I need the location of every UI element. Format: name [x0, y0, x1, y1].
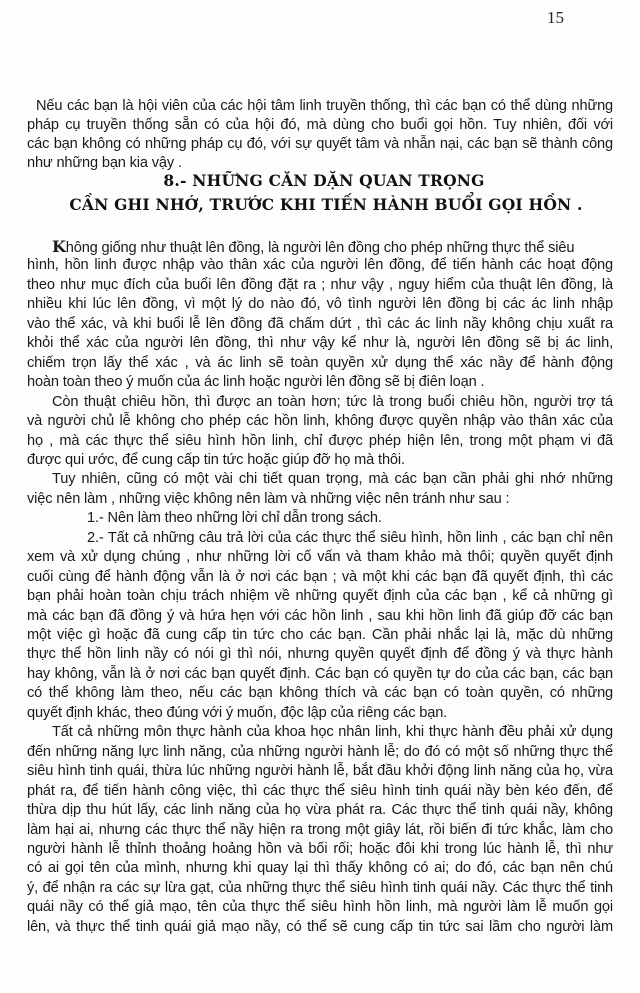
text-line: pháp cụ truyền thống sẵn có của hội đó, mà dùng cho buổi gọi hồn. Tuy nhiên, đối với	[27, 117, 613, 133]
text-line: Tuy nhiên, cũng có một vài chi tiết quan trọng, mà các bạn cần phải ghi nhớ những	[52, 471, 613, 488]
text-line: nhiều khi lúc lên đồng, vì một lý do nào đó, vô tình người lên đồng bị các ác linh nhập	[27, 296, 613, 313]
text-line: lên, và thực thể tinh quái giả mạo nầy, có thể sẽ cung cấp tin tức sai lầm cho người làm	[27, 918, 613, 935]
text-line	[52, 237, 613, 258]
text-line: quái nầy có thể giả mạo, tên của thực thể siêu hình hồn linh, mà người làm lễ muốn gọi	[27, 899, 613, 916]
text-line: được qui ước, để cung cấp tin tức hoặc giúp đỡ họ mà thôi.	[27, 451, 405, 468]
text-line: Nếu các bạn là hội viên của các hội tâm linh truyền thống, thì các bạn có thể dùng những	[36, 98, 613, 114]
text-line: họ , mà các thực thể siêu hình hồn linh, chỉ được phép hiện lên, trong một phạm vi đã	[27, 432, 613, 449]
text-line: ý, để nhận ra các sự lừa gạt, của những thực thể siêu hình tinh quái nầy. Các thực thể tinh	[27, 879, 613, 896]
section-heading-line-2: CẦN GHI NHỚ, TRƯỚC KHI TIẾN HÀNH BUỔI GỌI HỒN .	[69, 195, 583, 214]
initial-letter: K	[52, 237, 66, 256]
text-line: và người chủ lễ không cho phép các hồn linh, không được quyền nhập vào thân xác của	[27, 413, 613, 430]
text-line: Còn thuật chiêu hồn, thì được an toàn hơn; tức là trong buổi chiêu hồn, người trợ tá	[52, 393, 613, 410]
text-line: Tất cả những môn thực hành của khoa học nhân linh, khi thực hành đều phải xử dụng	[52, 724, 613, 741]
page-number: 15	[547, 8, 564, 27]
text-line: thừa dịp thu hút lấy, các linh năng của họ vừa phát ra. Các thực thể tinh quái nầy, không	[27, 802, 613, 819]
text-line: mà các bạn đã đồng ý và hứa hẹn với các hồn linh , sau khi hồn linh đã giúp đỡ các bạn	[27, 607, 613, 624]
text-line: siêu hình tinh quái, thừa lúc những người hành lễ, bắt đầu khởi động linh năng của họ, vừa	[27, 763, 613, 780]
section-heading-line-1: 8.- NHỮNG CĂN DẶN QUAN TRỌNG	[163, 171, 485, 190]
text-line: theo như mục đích của buổi lên đồng đặt ra ; như vậy , nguy hiểm của thuật lên đồng, là	[27, 276, 613, 293]
text-line: vào thể xác, và khi buổi lễ lên đồng đã chấm dứt , thì các ác linh nầy không chịu xuất ra	[27, 315, 613, 332]
text-line: một việc gì hoặc đã cung cấp tin tức cho các bạn. Cần phải nhắc lại là, mặc dù những	[27, 627, 613, 643]
text-line: quyết định khác, theo đúng với ý muốn, độc lập của riêng các bạn.	[27, 704, 448, 721]
text-line: hoàn toàn theo ý muốn của ác linh hoặc người lên đồng sẽ bị điên loạn .	[27, 374, 485, 391]
text-line: 2.- Tất cả những câu trả lời của các thực thể siêu hình, hồn linh , các bạn chỉ nên	[87, 529, 613, 546]
text-line: khỏi thể xác của người lên đồng, thì như vậy kể như là, người lên đồng sẽ bị ác linh,	[27, 335, 613, 352]
text-line-content: hông giống như thuật lên đồng, là người lên đồng cho phép những thực thể siêu	[65, 240, 575, 256]
text-line: có ai gọi tên của mình, nhưng khi quay lại thì thấy không có ai; do đó, các bạn nên chú	[27, 860, 613, 877]
text-line: người hành lễ thỉnh thoảng hoảng hồn và bối rối; hoặc đôi khi trong lúc hành lễ, thì như	[27, 840, 613, 857]
text-line: đến những năng lực linh năng, của những người hành lễ; do đó có một số những thực thể	[27, 743, 613, 760]
text-line: xem và xử dụng chúng , như những lời cố vấn và tham khảo mà thôi; quyền quyết định	[27, 549, 613, 566]
text-line: các bạn không có những pháp cụ đó, với sự quyết tâm và nhẫn nại, các bạn sẽ thành công	[27, 136, 613, 152]
text-line: hình, hồn linh được nhập vào thân xác của người lên đồng, để tiến hành các hoạt động	[27, 257, 613, 274]
text-line: như những bạn kia vậy .	[27, 155, 182, 171]
text-line: việc nên làm , những việc không nên làm và những việc nên tránh như sau :	[27, 490, 510, 507]
text-line: 1.- Nên làm theo những lời chỉ dẫn trong sách.	[87, 510, 382, 527]
text-line: làm hại ai, nhưng các thực thể nầy hiện ra trong một giây lát, rồi biến đi tức khắc, làm cho	[27, 821, 613, 838]
text-line: phát ra, để tiến hành công việc, thì các thực thể siêu hình tinh quái nầy bèn kéo đến, để	[27, 782, 613, 799]
text-line: thực thể hồn linh nầy có nói gì thì nói, nhưng quyền quyết định để đồng ý và thực hành	[27, 646, 613, 663]
text-line: hay không, vẫn là ở nơi các bạn quyết định. Các bạn có quyền tự do của các bạn, các bạn	[27, 665, 613, 682]
text-line: cuối cùng để hành động vẫn là ở nơi các bạn ; và một khi các bạn đã quyết định, thì các	[27, 568, 613, 585]
text-line: chiếm trọn lấy thể xác , và ác linh sẽ toàn quyền xử dụng thể xác nầy để hành động	[27, 354, 613, 371]
text-line: có thể không làm theo, nếu các bạn không thích và các bạn có toàn quyền, có những	[27, 685, 613, 702]
text-line: bạn phải hoàn toàn chịu trách nhiệm về những quyết định của các bạn , kể cả những gì	[27, 588, 613, 605]
